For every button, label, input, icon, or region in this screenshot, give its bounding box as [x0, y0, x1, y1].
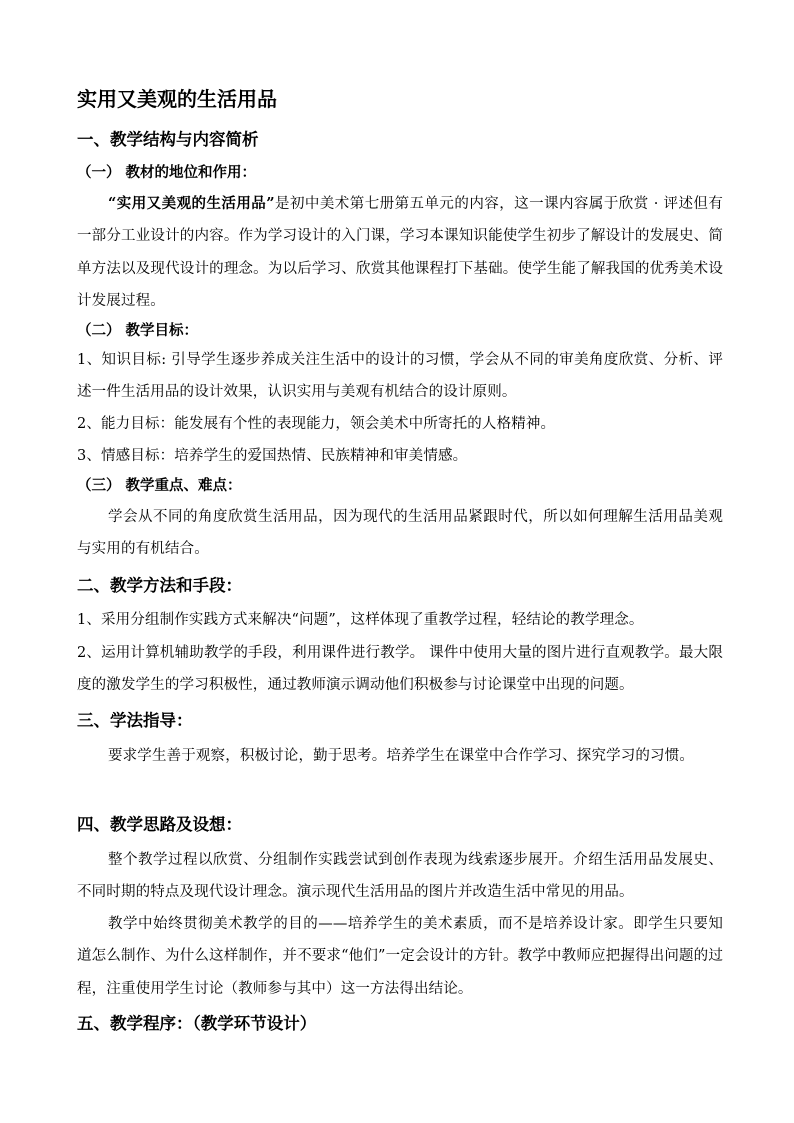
method-item-1: 1、采用分组制作实践方式来解决“问题”，这样体现了重教学过程，轻结论的教学理念。: [77, 612, 644, 628]
objective-ability: 2、能力目标：能发展有个性的表现能力，领会美术中所寄托的人格精神。: [77, 416, 556, 432]
section-2-heading: 二、教学方法和手段：: [77, 576, 242, 595]
section-1-heading: 一、教学结构与内容简析: [77, 130, 259, 149]
approach-paragraph-2: 教学中始终贯彻美术教学的目的——培养学生的美术素质，而不是培养设计家。即学生只要知道怎么制作、为什么这样制作，并不要求“他们”一定会设计的方针。教学中教师应把握得出问题的过程，注重使用学生讨论（教师参与其中）这一方法得出结论。: [77, 916, 723, 997]
key-points-paragraph: 学会从不同的角度欣赏生活用品，因为现代的生活用品紧跟时代，所以如何理解生活用品美观与实用的有机结合。: [77, 509, 723, 558]
section-3-heading: 三、学法指导：: [77, 711, 193, 730]
course-name-emphasis: “实用又美观的生活用品”: [108, 195, 275, 212]
approach-paragraph-1: 整个教学过程以欣赏、分组制作实践尝试到创作表现为线索逐步展开。介绍生活用品发展史、不同时期的特点及现代设计理念。演示现代生活用品的图片并改造生活中常见的用品。: [77, 852, 723, 901]
subsection-3-heading: （三） 教学重点、难点：: [77, 477, 242, 494]
subsection-1-paragraph: [77, 188, 723, 317]
subsection-2-heading: （二） 教学目标：: [77, 322, 199, 339]
subsection-1-text: 是初中美术第七册第五单元的内容，这一课内容属于欣赏 · 评述但有一部分工业设计的内容。作为学习设计的入门课，学习本课知识能使学生初步了解设计的发展史、简单方法以及现代设计的理念。为以后学习、欣赏其他课程打下基础。使学生能了解我国的优秀美术设计发展过程。: [77, 196, 724, 309]
objective-emotion: 3、情感目标：培养学生的爱国热情、民族精神和审美情感。: [77, 448, 468, 464]
section-4-heading: 四、教学思路及设想：: [77, 815, 242, 834]
study-guidance-paragraph: 要求学生善于观察，积极讨论，勤于思考。培养学生在课堂中合作学习、探究学习的习惯。: [108, 748, 694, 764]
document-title: 实用又美观的生活用品: [77, 87, 277, 111]
subsection-1-heading: （一） 教材的地位和作用：: [77, 164, 257, 181]
section-5-heading: 五、教学程序：（教学环节设计）: [77, 1014, 317, 1033]
method-item-2: 2、运用计算机辅助教学的手段，利用课件进行教学。 课件中使用大量的图片进行直观教学。最大限度的激发学生的学习积极性，通过教师演示调动他们积极参与讨论课堂中出现的问题。: [77, 645, 723, 694]
objective-knowledge: 1、知识目标: 引导学生逐步养成关注生活中的设计的习惯，学会从不同的审美角度欣赏、分析、评述一件生活用品的设计效果，认识实用与美观有机结合的设计原则。: [77, 352, 723, 401]
